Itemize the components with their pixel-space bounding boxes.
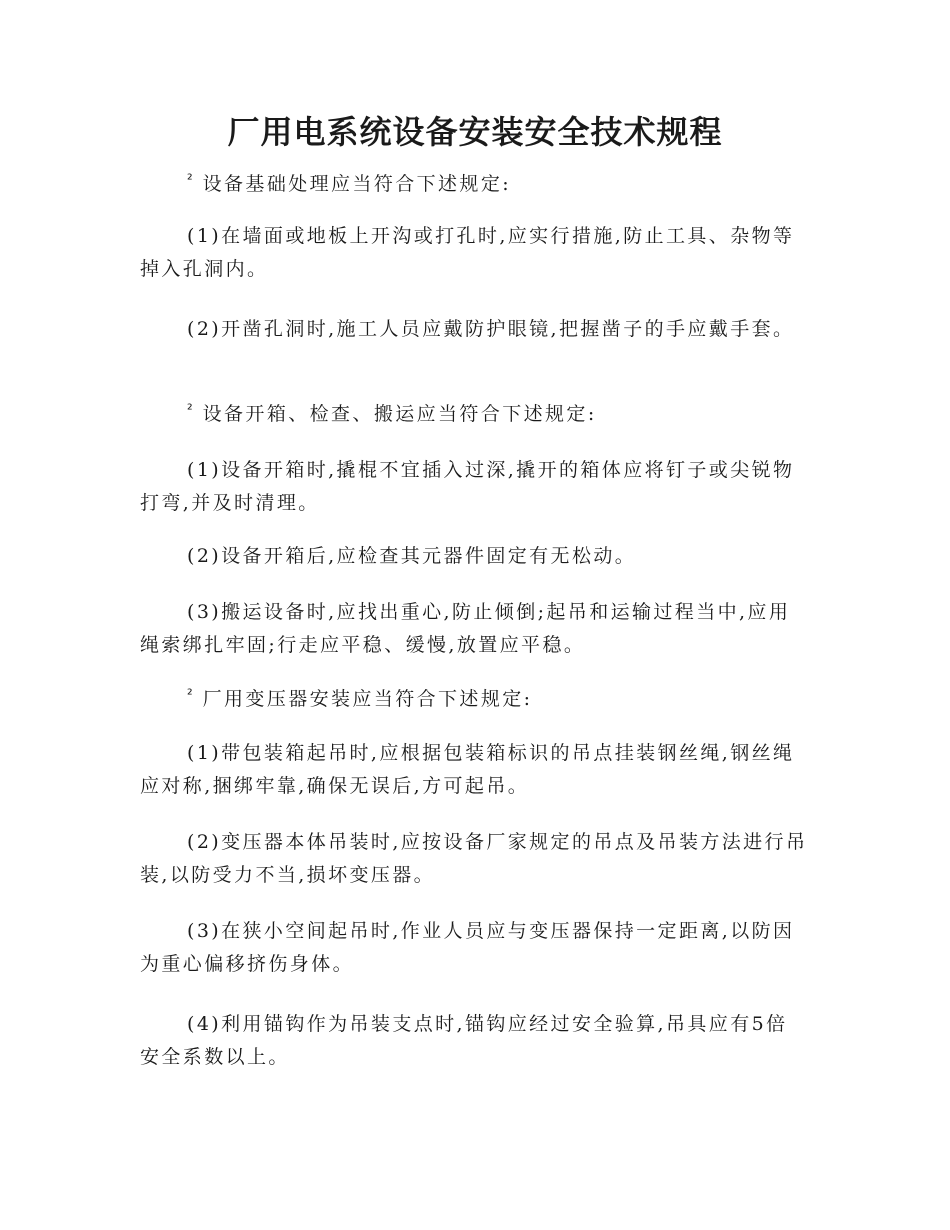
section-heading xyxy=(140,683,808,718)
list-item: (3)在狭小空间起吊时,作业人员应与变压器保持一定距离,以防因为重心偏移挤伤身体。 xyxy=(140,920,795,975)
document-title: 厂用电系统设备安装安全技术规程 xyxy=(227,113,723,151)
list-item: (1)带包装箱起吊时,应根据包装箱标识的吊点挂装钢丝绳,钢丝绳应对称,捆绑牢靠,确保无误后,方可起吊。 xyxy=(140,742,795,797)
list-item: (2)开凿孔洞时,施工人员应戴防护眼镜,把握凿子的手应戴手套。 xyxy=(187,318,795,340)
list-item: (2)变压器本体吊装时,应按设备厂家规定的吊点及吊装方法进行吊装,以防受力不当,损坏变压器。 xyxy=(140,831,808,886)
section-heading-text: 设备开箱、检查、搬运应当符合下述规定: xyxy=(202,403,597,425)
list-item: (1)设备开箱时,撬棍不宜插入过深,撬开的箱体应将钉子或尖锐物打弯,并及时清理。 xyxy=(140,459,795,514)
list-item: (1)在墙面或地板上开沟或打孔时,应实行措施,防止工具、杂物等掉入孔洞内。 xyxy=(140,225,795,280)
bullet-marker: ² xyxy=(187,172,193,188)
list-item: (2)设备开箱后,应检查其元器件固定有无松动。 xyxy=(187,545,637,567)
section-heading xyxy=(140,168,808,203)
section-heading xyxy=(140,398,808,433)
section-heading-text: 厂用变压器安装应当符合下述规定: xyxy=(202,688,533,710)
section-heading-text: 设备基础处理应当符合下述规定: xyxy=(202,173,512,195)
bullet-marker: ² xyxy=(187,687,193,703)
bullet-marker: ² xyxy=(187,402,193,418)
list-item: (4)利用锚钩作为吊装支点时,锚钩应经过安全验算,吊具应有5倍安全系数以上。 xyxy=(140,1013,788,1068)
list-item: (3)搬运设备时,应找出重心,防止倾倒;起吊和运输过程当中,应用绳索绑扎牢固;行走应平稳、缓慢,放置应平稳。 xyxy=(140,601,791,656)
